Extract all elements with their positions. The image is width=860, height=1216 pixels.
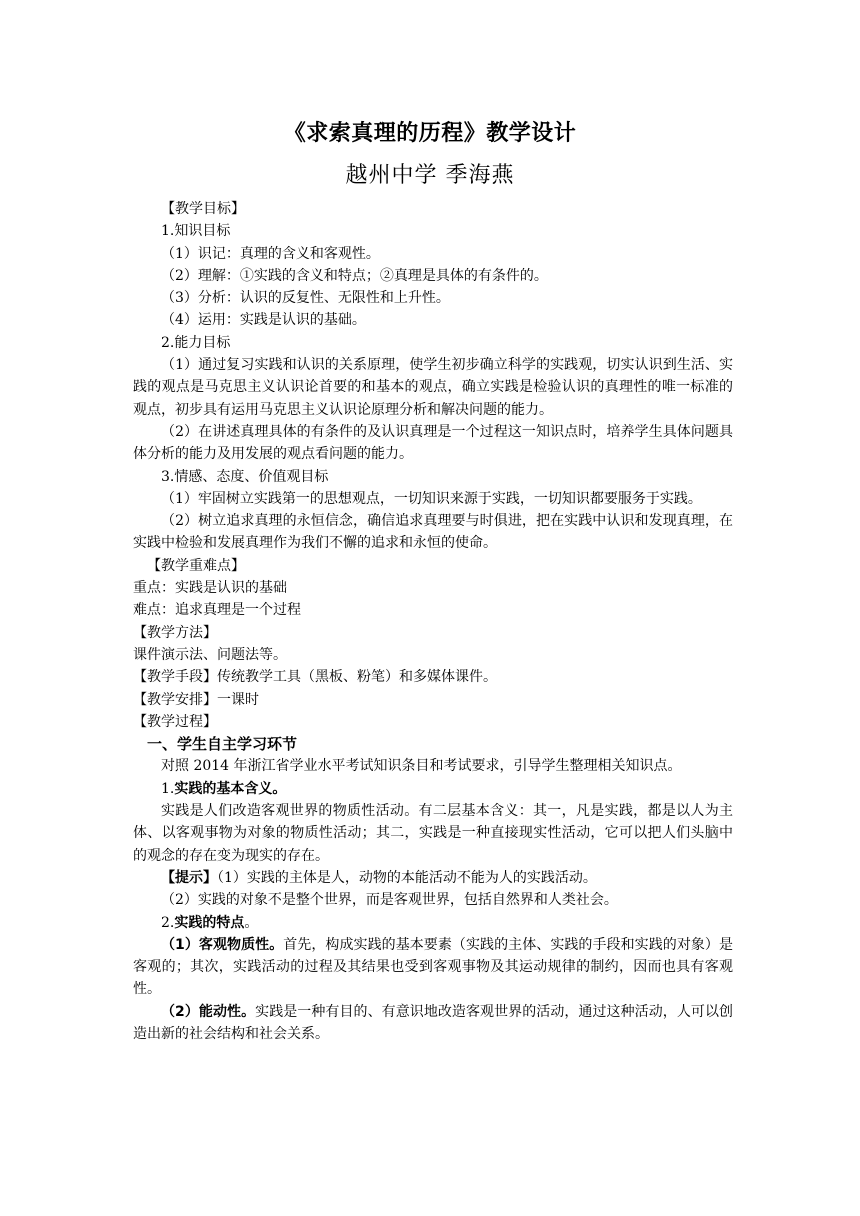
- goal-knowledge-item: （4）运用：实践是认识的基础。: [161, 312, 366, 329]
- point-number: 2.: [161, 914, 175, 931]
- teaching-arrangement-label: 【教学安排】: [133, 691, 217, 708]
- document-body: [133, 198, 733, 1045]
- goal-emotion-item: （1）牢固树立实践第一的思想观点，一切知识来源于实践，一切知识都要服务于实践。: [161, 490, 702, 507]
- document-title: 《求索真理的历程》教学设计: [283, 121, 577, 146]
- feature-paragraph: [133, 1001, 733, 1046]
- heading-key-points: 【教学重难点】: [147, 557, 245, 574]
- feature-label: （1）客观物质性。: [161, 936, 284, 953]
- section-intro: 对照 2014 年浙江省学业水平考试知识条目和考试要求，引导学生整理相关知识点。: [161, 758, 682, 775]
- goal-ability-title: 2.能力目标: [161, 334, 231, 351]
- point-number: 1.: [161, 780, 175, 797]
- author-line: 越州中学 季海燕: [345, 163, 515, 188]
- goal-knowledge-item: （3）分析：认识的反复性、无限性和上升性。: [161, 290, 450, 307]
- heading-teaching-goals: 【教学目标】: [161, 201, 245, 217]
- section-heading: 一、学生自主学习环节: [147, 735, 298, 754]
- teaching-means: [133, 666, 733, 688]
- goal-emotion-title: 3.情感、态度、价值观目标: [161, 468, 329, 485]
- tip-line: [133, 867, 733, 889]
- key-point: 重点：实践是认识的基础: [133, 580, 287, 597]
- teaching-means-label: 【教学手段】: [133, 669, 217, 686]
- feature-label: （2）能动性。: [161, 1003, 256, 1020]
- teaching-means-text: 传统教学工具（黑板、粉笔）和多媒体课件。: [217, 669, 497, 686]
- point-body: 实践是人们改造客观世界的物质性活动。有二层基本含义：其一，凡是实践，都是以人为主体、以客观事物为对象的物质性活动；其二，实践是一种直接现实性活动，它可以把人们头脑中的观念的存在变为现实的存在。: [133, 803, 733, 864]
- feature-paragraph: [133, 934, 733, 1001]
- goal-knowledge-title: 1.知识目标: [161, 223, 231, 240]
- goal-ability-item: （1）通过复习实践和认识的关系原理，使学生初步确立科学的实践观，切实认识到生活、实践的观点是马克思主义认识论首要的和基本的观点，确立实践是检验认识的真理性的唯一标准的观点，初步具有运用马克思主义认识论原理分析和解决问题的能力。: [133, 357, 733, 418]
- goal-knowledge-item: （1）识记：真理的含义和客观性。: [161, 245, 380, 262]
- tip-text: （1）实践的主体是人，动物的本能活动不能为人的实践活动。: [217, 869, 597, 886]
- teaching-method: 课件演示法、问题法等。: [133, 646, 287, 663]
- teaching-arrangement: [133, 689, 733, 711]
- point-title-end: 。: [244, 914, 259, 931]
- point-title: 实践的特点: [174, 914, 245, 931]
- goal-knowledge-item: （2）理解：①实践的含义和特点；②真理是具体的有条件的。: [161, 267, 548, 284]
- heading-teaching-method: 【教学方法】: [133, 624, 217, 641]
- goal-ability-item: （2）在讲述真理具体的有条件的及认识真理是一个过程这一知识点时，培养学生具体问题具体分析的能力及用发展的观点看问题的能力。: [133, 423, 733, 463]
- point-heading: [133, 778, 733, 800]
- teaching-arrangement-text: 一课时: [217, 691, 259, 708]
- feature-text: 实践是一种有目的、有意识地改造客观世界的活动，通过这种活动，人可以创造出新的社会结构和社会关系。: [133, 1003, 733, 1042]
- heading-teaching-process: 【教学过程】: [133, 713, 217, 730]
- point-heading: [133, 912, 733, 934]
- feature-text: 首先，构成实践的基本要素（实践的主体、实践的手段和实践的对象）是客观的；其次，实践活动的过程及其结果也受到客观事物及其运动规律的制约，因而也具有客观性。: [133, 936, 733, 998]
- point-title: 实践的基本含义。: [174, 780, 287, 797]
- goal-emotion-item: （2）树立追求真理的永恒信念，确信追求真理要与时俱进，把在实践中认识和发现真理，在实践中检验和发展真理作为我们不懈的追求和永恒的使命。: [133, 513, 733, 552]
- difficult-point: 难点：追求真理是一个过程: [133, 602, 301, 619]
- tip-label: 【提示】: [161, 869, 217, 886]
- tip-line: （2）实践的对象不是整个世界，而是客观世界，包括自然界和人类社会。: [161, 892, 618, 909]
